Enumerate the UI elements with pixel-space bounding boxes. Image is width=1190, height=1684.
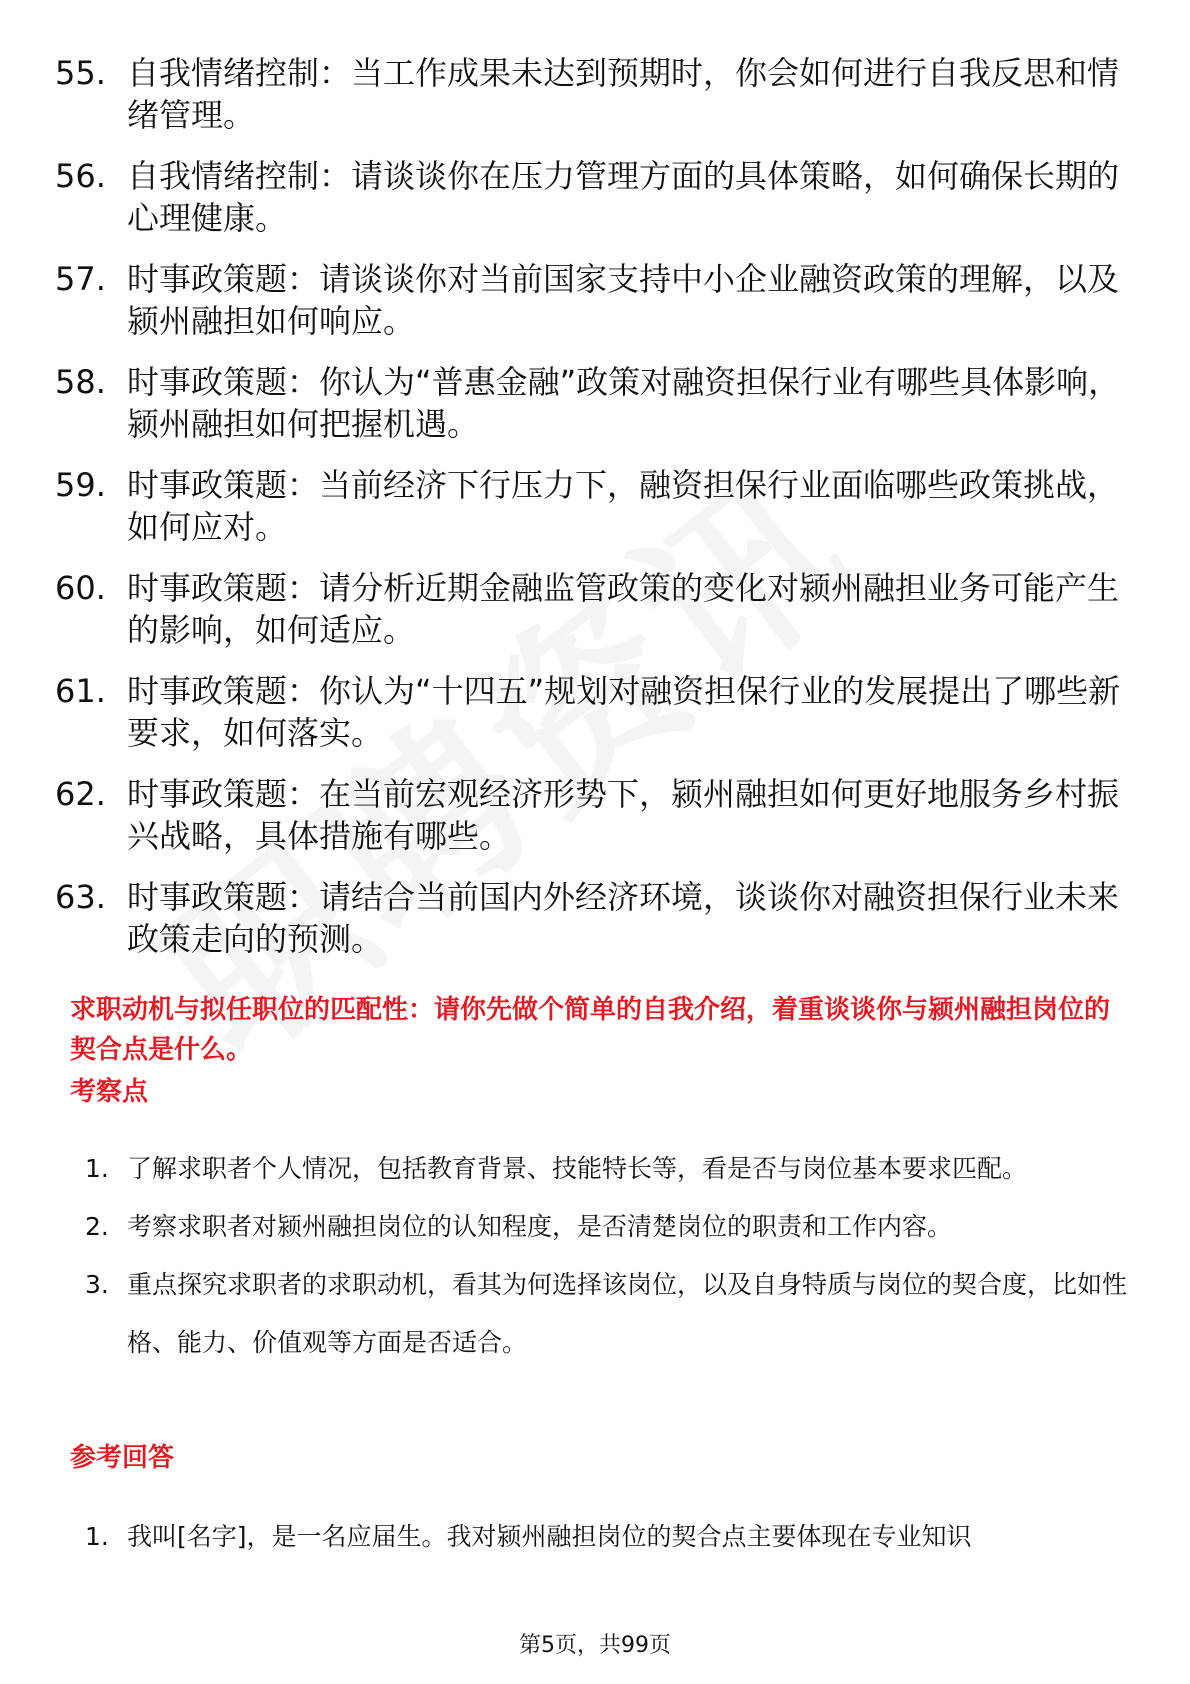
point-number: 1. [85, 1522, 109, 1551]
point-text: 我叫[名字]，是一名应届生。我对颍州融担岗位的契合点主要体现在专业知识 [127, 1522, 972, 1551]
point-text: 考察求职者对颍州融担岗位的认知程度，是否清楚岗位的职责和工作内容。 [127, 1212, 953, 1241]
question-text: 时事政策题：在当前宏观经济形势下，颍州融担如何更好地服务乡村振兴战略，具体措施有哪些。 [127, 775, 1120, 855]
question-number: 60. [55, 569, 106, 607]
question-text: 自我情绪控制：当工作成果未达到预期时，你会如何进行自我反思和情绪管理。 [127, 54, 1120, 134]
point-number: 2. [85, 1212, 109, 1241]
question-item [55, 258, 1135, 342]
question-number: 57. [55, 260, 106, 298]
question-text: 时事政策题：当前经济下行压力下，融资担保行业面临哪些政策挑战，如何应对。 [127, 466, 1120, 546]
reference-point [85, 1508, 1130, 1566]
question-item [55, 567, 1135, 651]
question-text: 时事政策题：你认为“十四五”规划对融资担保行业的发展提出了哪些新要求，如何落实。 [127, 672, 1121, 752]
question-list [55, 52, 1135, 979]
inspection-point [85, 1140, 1130, 1198]
question-item [55, 773, 1135, 857]
question-number: 63. [55, 878, 106, 916]
question-number: 59. [55, 466, 106, 504]
question-number: 58. [55, 363, 106, 401]
question-number: 61. [55, 672, 106, 710]
reference-title: 参考回答 [70, 1443, 175, 1473]
question-item [55, 670, 1135, 754]
point-number: 1. [85, 1154, 109, 1183]
page-footer: 第5页，共99页 [519, 1633, 671, 1658]
question-text: 时事政策题：请结合当前国内外经济环境，谈谈你对融资担保行业未来政策走向的预测。 [127, 878, 1120, 958]
point-text: 了解求职者个人情况，包括教育背景、技能特长等，看是否与岗位基本要求匹配。 [127, 1154, 1028, 1183]
question-number: 56. [55, 157, 106, 195]
question-number: 55. [55, 54, 106, 92]
question-item [55, 155, 1135, 239]
question-text: 自我情绪控制：请谈谈你在压力管理方面的具体策略，如何确保长期的心理健康。 [127, 157, 1120, 237]
question-item [55, 464, 1135, 548]
inspection-point [85, 1256, 1130, 1372]
question-number: 62. [55, 775, 106, 813]
focus-question-heading: 求职动机与拟任职位的匹配性：请你先做个简单的自我介绍，着重谈谈你与颍州融担岗位的契合点是什么。 [70, 995, 1111, 1065]
reference-points [85, 1508, 1130, 1566]
question-item [55, 52, 1135, 136]
inspection-point [85, 1198, 1130, 1256]
question-item [55, 361, 1135, 445]
inspection-title: 考察点 [70, 1077, 149, 1107]
question-text: 时事政策题：请谈谈你对当前国家支持中小企业融资政策的理解，以及颍州融担如何响应。 [127, 260, 1120, 340]
point-number: 3. [85, 1270, 109, 1299]
question-text: 时事政策题：你认为“普惠金融”政策对融资担保行业有哪些具体影响，颍州融担如何把握机遇。 [127, 363, 1121, 443]
point-text: 重点探究求职者的求职动机，看其为何选择该岗位，以及自身特质与岗位的契合度，比如性格、能力、价值观等方面是否适合。 [127, 1270, 1128, 1357]
question-text: 时事政策题：请分析近期金融监管政策的变化对颍州融担业务可能产生的影响，如何适应。 [127, 569, 1120, 649]
question-item [55, 876, 1135, 960]
inspection-points [85, 1140, 1130, 1372]
